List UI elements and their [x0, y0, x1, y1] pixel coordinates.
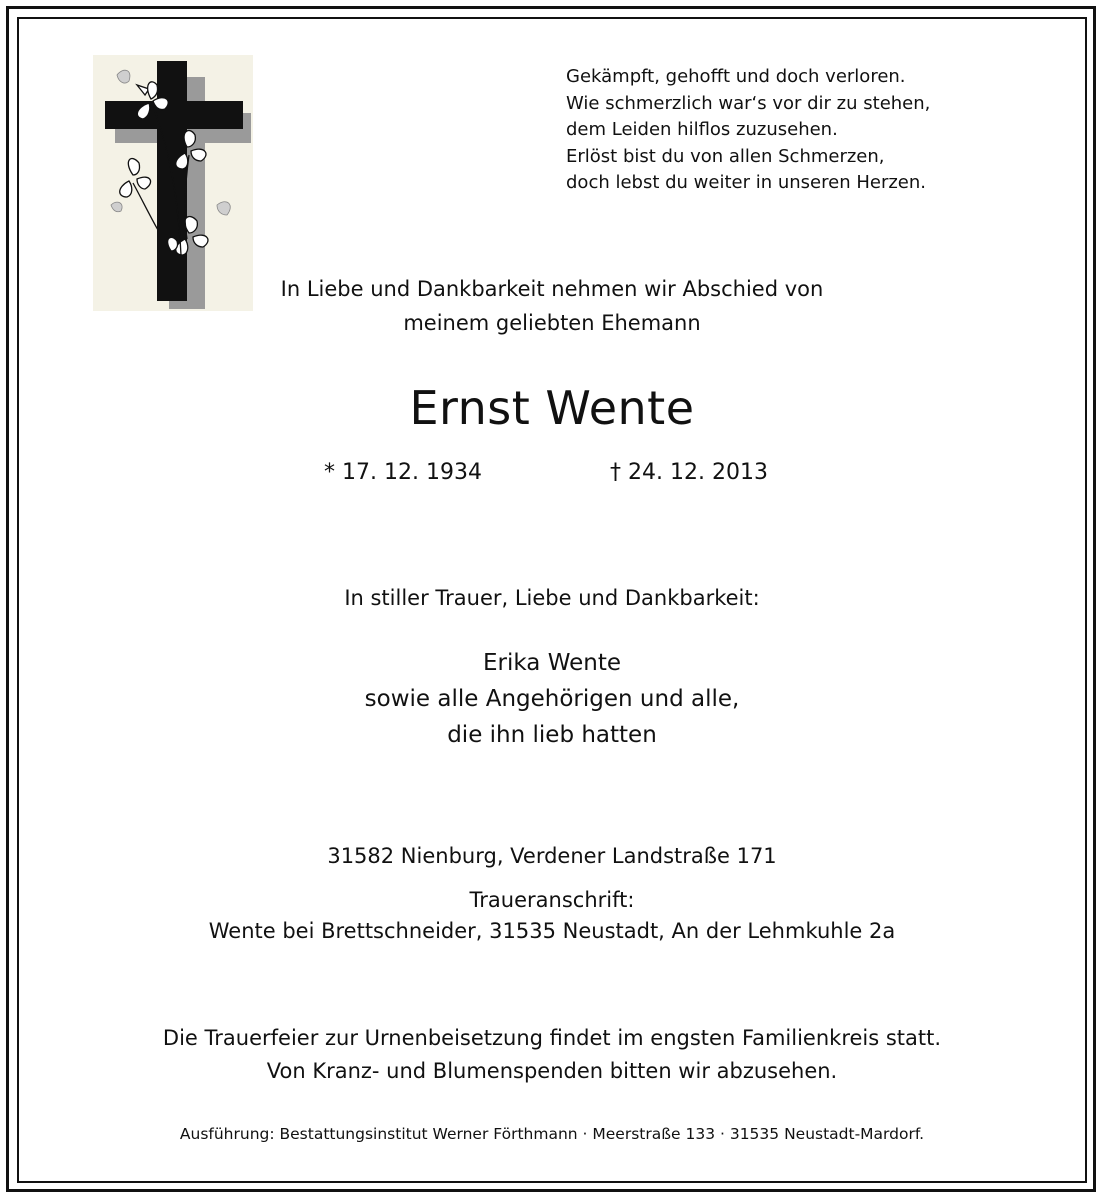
- intro-text: [0, 272, 1104, 340]
- notice-line: Die Trauerfeier zur Urnenbeisetzung findet im engsten Familienkreis statt.: [162, 1026, 942, 1050]
- poem: [566, 64, 930, 197]
- death-date: † 24. 12. 2013: [610, 460, 768, 485]
- notice-line: Von Kranz- und Blumenspenden bitten wir abzusehen.: [266, 1059, 838, 1083]
- poem-line: Wie schmerzlich war‘s vor dir zu stehen,: [566, 92, 931, 114]
- residence-address: 31582 Nienburg, Verdener Landstraße 171: [327, 844, 777, 868]
- mourner-line: Erika Wente: [483, 650, 621, 676]
- intro-line: meinem geliebten Ehemann: [403, 311, 701, 335]
- poem-line: dem Leiden hilflos zuzusehen.: [566, 119, 838, 140]
- mourning-address-label: Traueranschrift:: [469, 888, 635, 912]
- intro-line: In Liebe und Dankbarkeit nehmen wir Abschied von: [280, 277, 824, 301]
- mourner-line: die ihn lieb hatten: [447, 722, 657, 748]
- mourner-line: sowie alle Angehörigen und alle,: [364, 686, 740, 712]
- poem-line: Erlöst bist du von allen Schmerzen,: [566, 145, 885, 167]
- birth-date: * 17. 12. 1934: [324, 460, 482, 485]
- undertaker-footer: Ausführung: Bestattungsinstitut Werner Förthmann · Meerstraße 133 · 31535 Neustadt-Mardorf.: [179, 1125, 925, 1143]
- poem-line: doch lebst du weiter in unseren Herzen.: [566, 172, 926, 193]
- mourners-list: [0, 645, 1104, 753]
- deceased-name: Ernst Wente: [409, 381, 695, 435]
- funeral-notice: [0, 1022, 1104, 1088]
- mourning-address: Wente bei Brettschneider, 31535 Neustadt, An der Lehmkuhle 2a: [208, 919, 896, 943]
- mourning-heading: In stiller Trauer, Liebe und Dankbarkeit:: [344, 586, 760, 610]
- poem-line: Gekämpft, gehofft und doch verloren.: [566, 66, 906, 87]
